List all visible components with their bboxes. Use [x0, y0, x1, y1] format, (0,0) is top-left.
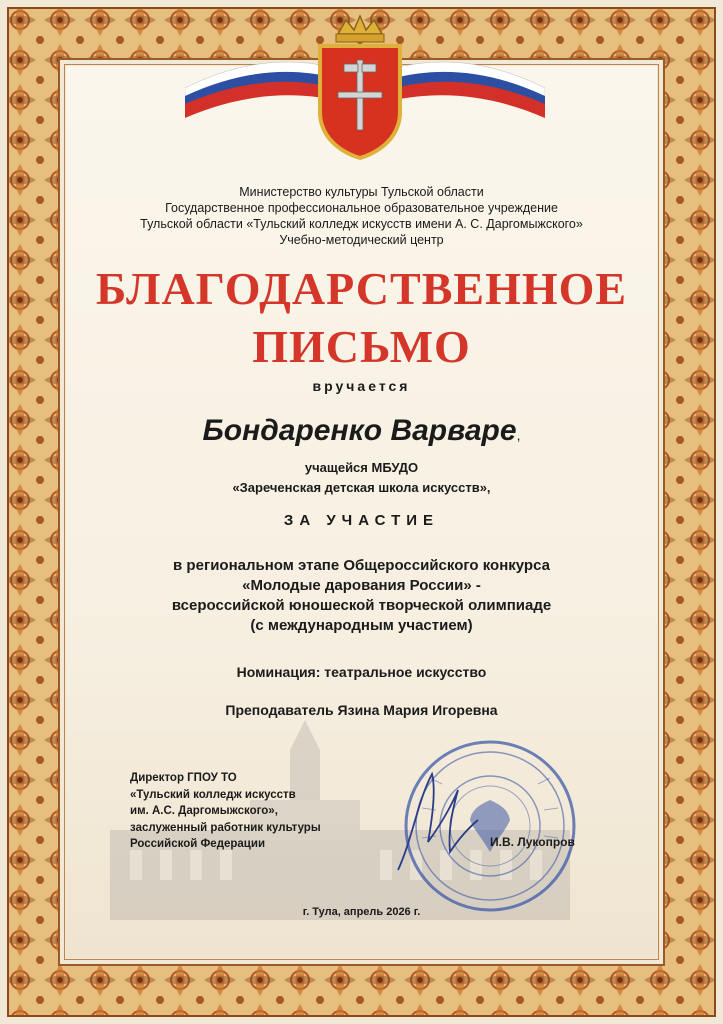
teacher: Преподаватель Язина Мария Игоревна	[225, 702, 498, 718]
school-line2: «Зареченская детская школа искусств»,	[232, 480, 491, 495]
contest-line2: «Молодые дарования России» -	[242, 577, 481, 594]
tula-coat-of-arms-icon	[308, 12, 412, 162]
document-title-line2: ПИСЬМО	[252, 321, 471, 372]
recipient-name: Бондаренко Варваре	[202, 414, 517, 447]
contest-line1: в региональном этапе Общероссийского конкурса	[173, 557, 550, 574]
document-title-line1: БЛАГОДАРСТВЕННОЕ	[95, 263, 628, 314]
place-and-date: г. Тула, апрель 2026 г.	[302, 906, 421, 918]
contest-line4: (с международным участием)	[250, 617, 473, 634]
issuer-header	[0, 184, 723, 248]
handwritten-signature-icon	[392, 760, 492, 880]
issuer-line-college: Тульской области «Тульский колледж искусств имени А. С. Даргомыжского»	[140, 217, 583, 231]
signer-line2: «Тульский колледж искусств	[130, 788, 296, 801]
contest-description	[0, 556, 723, 636]
recipient-school	[0, 458, 723, 498]
issuer-line-ministry: Министерство культуры Тульской области	[239, 185, 484, 199]
contest-line3: всероссийской юношеской творческой олимпиаде	[171, 597, 552, 614]
signer-title	[130, 770, 321, 853]
school-line1: учащейся МБУДО	[304, 460, 419, 475]
awarded-label: вручается	[312, 378, 411, 394]
issuer-line-center: Учебно-методический центр	[279, 233, 444, 247]
signer-line4: заслуженный работник культуры	[130, 821, 321, 834]
signer-line3: им. А.С. Даргомыжского»,	[130, 805, 278, 817]
issuer-line-institution-type: Государственное профессиональное образовательное учреждение	[165, 201, 558, 215]
signer-line5: Российской Федерации	[130, 838, 266, 850]
signer-name: И.В. Лукопров	[490, 835, 575, 849]
signer-line1: Директор ГПОУ ТО	[130, 772, 237, 784]
recipient-name-row	[0, 414, 723, 448]
nomination: Номинация: театральное искусство	[236, 664, 487, 680]
for-participation-label: ЗА УЧАСТИЕ	[283, 512, 440, 529]
recipient-comma: ,	[516, 427, 521, 443]
